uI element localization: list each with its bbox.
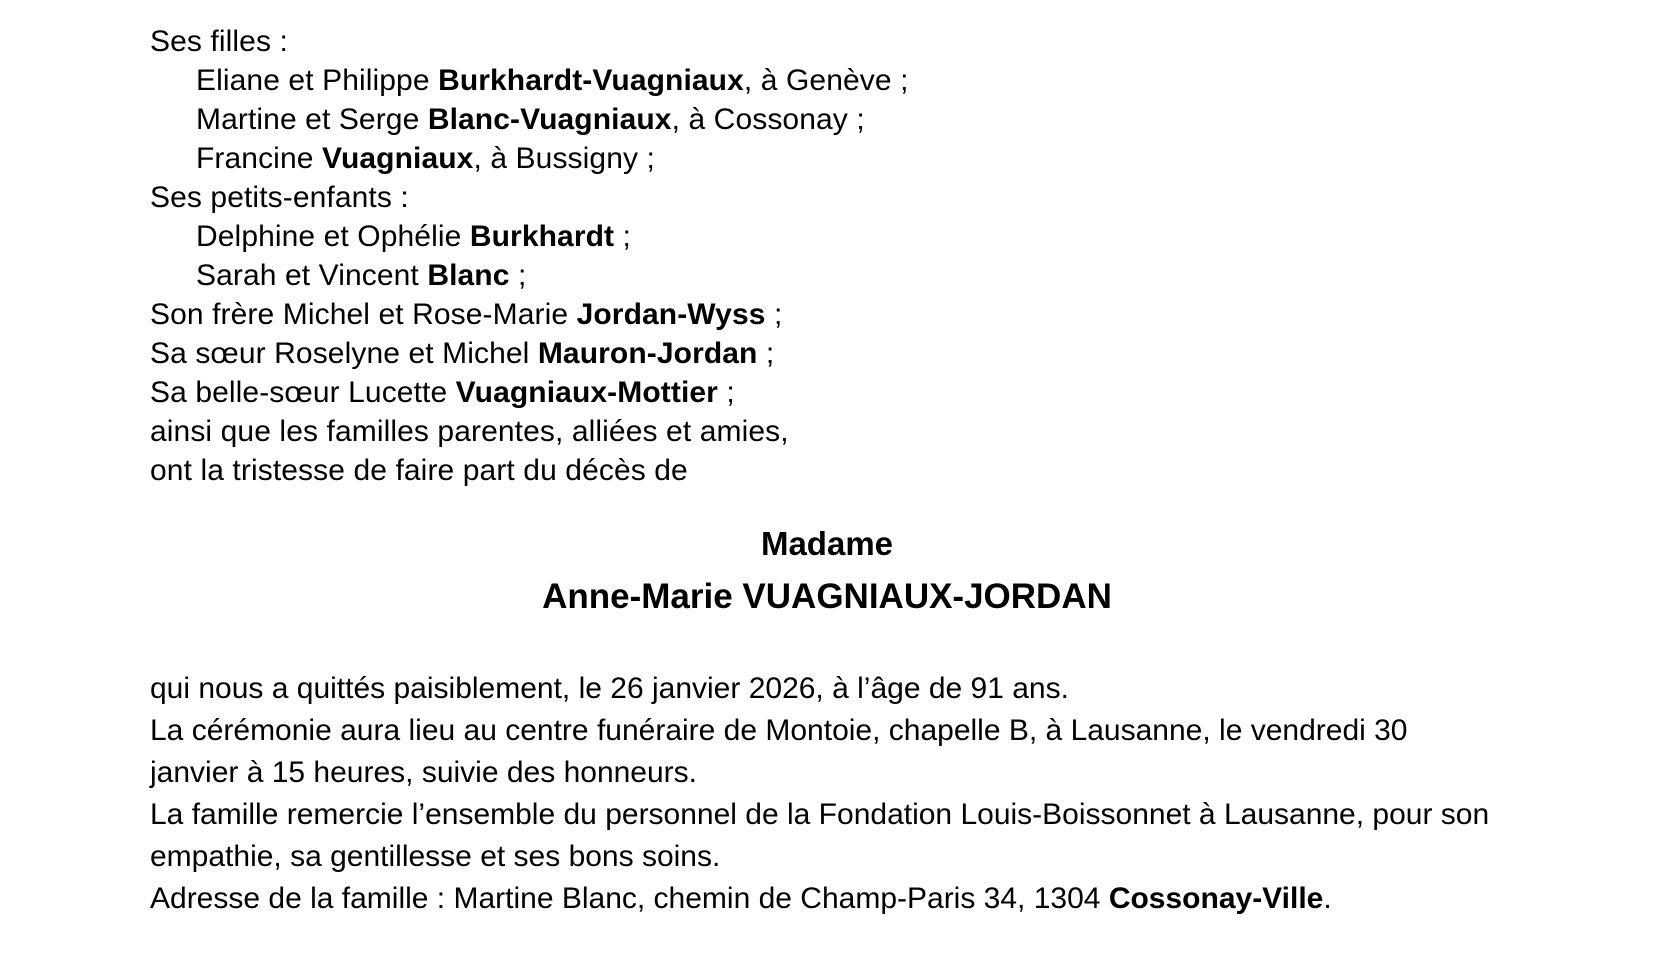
text-run: Son frère Michel et Rose-Marie bbox=[150, 298, 577, 331]
family-surname: Blanc bbox=[427, 259, 510, 292]
text-run: Delphine et Ophélie bbox=[196, 220, 470, 253]
notice-line-sa-belle-soeur bbox=[150, 373, 1504, 412]
text-run: . bbox=[1323, 882, 1332, 915]
text-run: ainsi que les familles parentes, alliées et amies, bbox=[150, 415, 789, 448]
notice-line-fille-1 bbox=[150, 61, 1504, 100]
text-run: Ses petits-enfants : bbox=[150, 181, 409, 214]
notice-line-petit-enfant-2 bbox=[150, 256, 1504, 295]
notice-body bbox=[150, 668, 1504, 920]
deceased-title-block bbox=[150, 522, 1504, 620]
notice-paragraph-ceremonie bbox=[150, 710, 1504, 794]
text-run: , à Bussigny ; bbox=[473, 142, 655, 175]
notice-line-ses-filles bbox=[150, 22, 1504, 61]
text-run: La cérémonie aura lieu au centre funéraire de Montoie, chapelle B, à Lausanne, le vendredi 30 janvier à 15 heures, suivie des honneurs. bbox=[150, 714, 1416, 789]
text-run: Eliane et Philippe bbox=[196, 64, 439, 97]
text-run: ont la tristesse de faire part du décès de bbox=[150, 454, 688, 487]
text-run: Martine et Serge bbox=[196, 103, 428, 136]
text-run: , à Genève ; bbox=[743, 64, 909, 97]
family-surname: Vuagniaux-Mottier bbox=[455, 376, 718, 409]
notice-line-fille-3 bbox=[150, 139, 1504, 178]
notice-paragraph-remerciements bbox=[150, 794, 1504, 878]
text-run: Sa sœur Roselyne et Michel bbox=[150, 337, 538, 370]
family-surname: Jordan-Wyss bbox=[576, 298, 766, 331]
text-run: Sa belle-sœur Lucette bbox=[150, 376, 456, 409]
family-surname: Burkhardt-Vuagniaux bbox=[438, 64, 744, 97]
deceased-name: Anne-Marie VUAGNIAUX-JORDAN bbox=[542, 577, 1112, 616]
text-run: Sarah et Vincent bbox=[196, 259, 428, 292]
family-surname: Mauron-Jordan bbox=[537, 337, 758, 370]
notice-line-ses-petits-enfants bbox=[150, 178, 1504, 217]
family-list bbox=[150, 22, 1504, 490]
family-surname: Vuagniaux bbox=[321, 142, 474, 175]
text-run: La famille remercie l’ensemble du personnel de la Fondation Louis-Boissonnet à Lausanne, pour son empathie, sa gentillesse et ses bons soins. bbox=[150, 798, 1498, 873]
text-run: Francine bbox=[196, 142, 322, 175]
honorific: Madame bbox=[760, 525, 894, 562]
text-run: Adresse de la famille : Martine Blanc, chemin de Champ-Paris 34, 1304 bbox=[150, 882, 1109, 915]
text-run: ; bbox=[614, 220, 631, 253]
text-run: , à Cossonay ; bbox=[671, 103, 865, 136]
notice-line-fille-2 bbox=[150, 100, 1504, 139]
text-run: ; bbox=[717, 376, 735, 409]
notice-paragraph-deces-info bbox=[150, 668, 1504, 710]
notice-line-son-frere bbox=[150, 295, 1504, 334]
text-run: ; bbox=[765, 298, 783, 331]
notice-line-sa-soeur bbox=[150, 334, 1504, 373]
notice-line-familles bbox=[150, 412, 1504, 451]
family-surname: Burkhardt bbox=[469, 220, 615, 253]
notice-line-petit-enfant-1 bbox=[150, 217, 1504, 256]
family-surname: Cossonay-Ville bbox=[1108, 882, 1324, 915]
text-run: ; bbox=[757, 337, 775, 370]
text-run: Ses filles : bbox=[150, 25, 288, 58]
text-run: ; bbox=[509, 259, 527, 292]
notice-line-tristesse bbox=[150, 451, 1504, 490]
family-surname: Blanc-Vuagniaux bbox=[427, 103, 672, 136]
text-run: qui nous a quittés paisiblement, le 26 janvier 2026, à l’âge de 91 ans. bbox=[150, 672, 1069, 705]
notice-paragraph-adresse bbox=[150, 878, 1504, 920]
